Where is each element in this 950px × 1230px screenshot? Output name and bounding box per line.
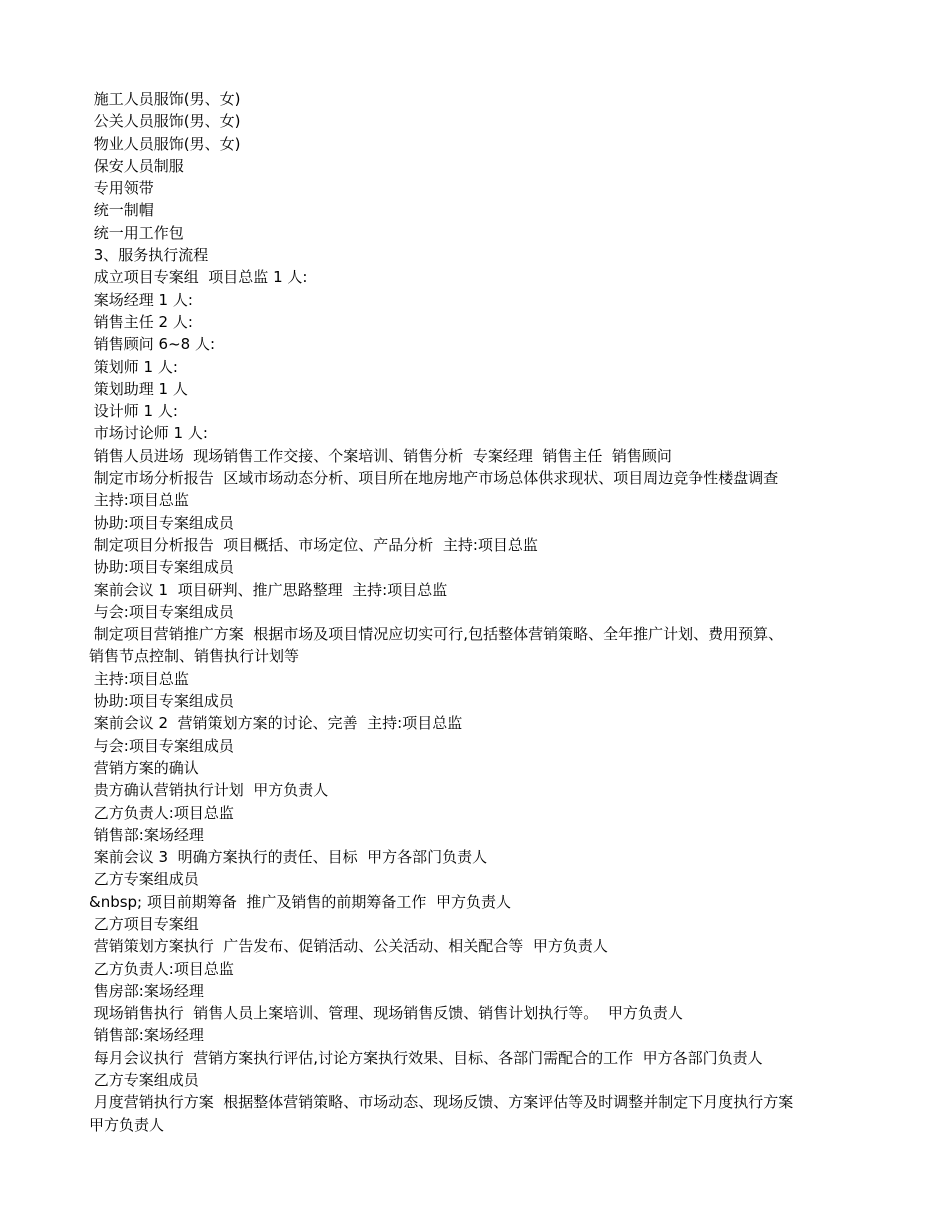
text-line: 成立项目专案组 项目总监 1 人: bbox=[89, 268, 308, 287]
text-line: 每月会议执行 营销方案执行评估,讨论方案执行效果、目标、各部门需配合的工作 甲方各部门负责人 bbox=[89, 1048, 763, 1067]
text-line: 主持:项目总监 bbox=[89, 491, 189, 510]
text-line: 销售顾问 6~8 人: bbox=[89, 335, 216, 354]
text-line: 甲方负责人 bbox=[89, 1115, 165, 1134]
text-line: 施工人员服饰(男、女) bbox=[89, 90, 241, 108]
text-line: 案场经理 1 人: bbox=[89, 290, 193, 309]
text-line: &nbsp; 项目前期筹备 推广及销售的前期筹备工作 甲方负责人 bbox=[89, 892, 511, 911]
text-line: 设计师 1 人: bbox=[89, 402, 178, 421]
text-line: 协助:项目专案组成员 bbox=[89, 558, 234, 577]
text-line: 协助:项目专案组成员 bbox=[89, 513, 234, 532]
text-line: 销售部:案场经理 bbox=[89, 1026, 204, 1045]
text-line: 制定市场分析报告 区域市场动态分析、项目所在地房地产市场总体供求现状、项目周边竞争性楼盘调查 bbox=[89, 469, 779, 488]
text-line: 制定项目分析报告 项目概括、市场定位、产品分析 主持:项目总监 bbox=[89, 535, 538, 554]
text-line: 乙方专案组成员 bbox=[89, 870, 199, 889]
text-line: 与会:项目专案组成员 bbox=[89, 602, 234, 621]
text-line: 主持:项目总监 bbox=[89, 669, 189, 688]
text-line: 案前会议 3 明确方案执行的责任、目标 甲方各部门负责人 bbox=[89, 848, 488, 867]
text-line: 乙方项目专案组 bbox=[89, 914, 199, 933]
text-line: 售房部:案场经理 bbox=[89, 981, 204, 1000]
text-line: 乙方负责人:项目总监 bbox=[89, 803, 234, 822]
text-line: 月度营销执行方案 根据整体营销策略、市场动态、现场反馈、方案评估等及时调整并制定下月度执行方案 bbox=[89, 1093, 794, 1112]
text-line: 案前会议 2 营销策划方案的讨论、完善 主持:项目总监 bbox=[89, 714, 463, 733]
text-line: 与会:项目专案组成员 bbox=[89, 736, 234, 755]
text-line: 乙方负责人:项目总监 bbox=[89, 959, 234, 978]
text-line: 公关人员服饰(男、女) bbox=[89, 112, 241, 131]
text-line: 物业人员服饰(男、女) bbox=[89, 134, 241, 153]
text-line: 营销方案的确认 bbox=[89, 758, 199, 777]
text-line: 统一用工作包 bbox=[89, 223, 184, 242]
text-line: 协助:项目专案组成员 bbox=[89, 692, 234, 711]
text-line: 销售人员进场 现场销售工作交接、个案培训、销售分析 专案经理 销售主任 销售顾问 bbox=[89, 446, 672, 465]
text-line: 市场讨论师 1 人: bbox=[89, 424, 208, 443]
text-line: 乙方专案组成员 bbox=[89, 1071, 199, 1090]
text-line: 保安人员制服 bbox=[89, 156, 184, 175]
text-line: 案前会议 1 项目研判、推广思路整理 主持:项目总监 bbox=[89, 580, 448, 599]
document-body bbox=[0, 88, 950, 1136]
text-line: 统一制帽 bbox=[89, 201, 154, 220]
section-heading: 3、服务执行流程 bbox=[89, 246, 209, 265]
text-line: 贵方确认营销执行计划 甲方负责人 bbox=[89, 781, 329, 800]
text-line: 策划助理 1 人 bbox=[89, 379, 188, 398]
text-line: 现场销售执行 销售人员上案培训、管理、现场销售反馈、销售计划执行等。 甲方负责人 bbox=[89, 1004, 683, 1023]
text-line: 销售主任 2 人: bbox=[89, 312, 193, 331]
text-line: 销售部:案场经理 bbox=[89, 825, 204, 844]
text-line: 策划师 1 人: bbox=[89, 357, 178, 376]
text-line: 营销策划方案执行 广告发布、促销活动、公关活动、相关配合等 甲方负责人 bbox=[89, 937, 608, 956]
text-line: 制定项目营销推广方案 根据市场及项目情况应切实可行,包括整体营销策略、全年推广计划、费用预算、 bbox=[89, 625, 784, 644]
text-line: 销售节点控制、销售执行计划等 bbox=[89, 647, 300, 666]
text-line: 专用领带 bbox=[89, 179, 154, 198]
